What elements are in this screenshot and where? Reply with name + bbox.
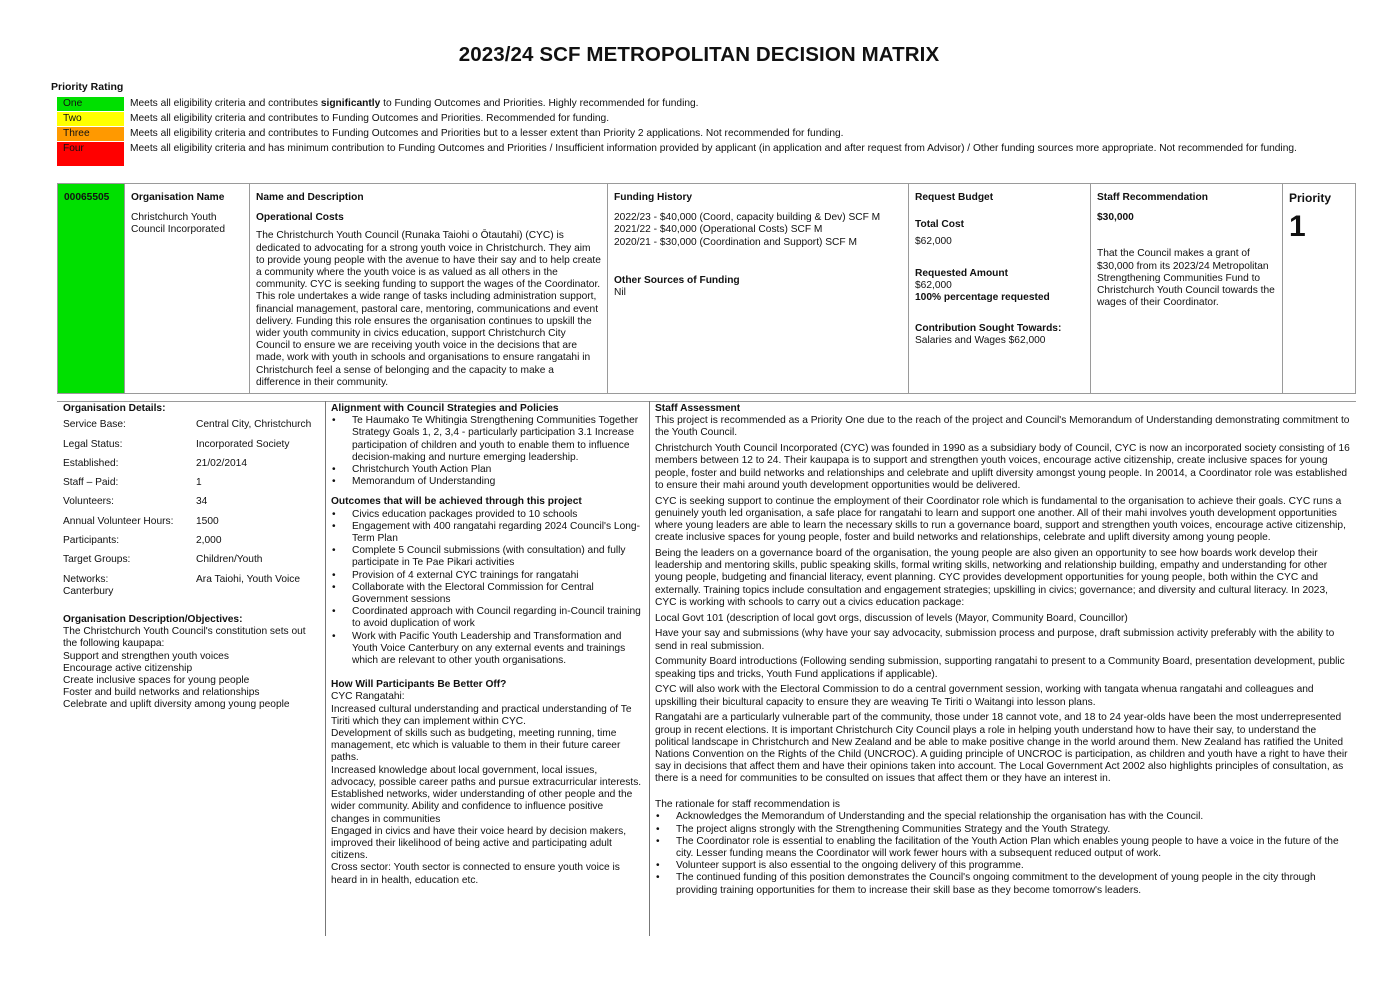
objective-line: Support and strengthen youth voices	[63, 650, 229, 662]
organisation-name: Christchurch Youth Council Incorporated	[131, 212, 226, 236]
requested-amount-value: $62,000	[915, 279, 952, 291]
detail-row	[63, 458, 319, 477]
list-item: • Provision of 4 external CYC trainings for rangatahi	[352, 570, 643, 582]
list-item: • The Coordinator role is essential to enabling the facilitation of the Youth Action Plan which enables young people to have a voice in the future of the city. Lesser funding means the Coordinator will work fewer hours with a subsequent reduced output of work.	[676, 836, 1350, 860]
detail-key: Legal Status:	[63, 438, 123, 450]
detail-value: Incorporated Society	[196, 438, 290, 450]
detail-value: 1	[196, 477, 202, 489]
better-off-line: Cross sector: Youth sector is connected to ensure youth voice is heard in in health, education etc.	[331, 862, 620, 886]
priority-swatch: One	[57, 97, 124, 111]
outcomes-list	[331, 509, 643, 668]
better-off-line: Increased cultural understanding and practical understanding of Te Tiriti which they can implement within CYC.	[331, 703, 632, 727]
priority-cell	[1283, 184, 1355, 393]
project-name: Operational Costs	[256, 212, 344, 224]
assessment-paragraph: CYC will also work with the Electoral Commission to do a central government session, working with tangata whenua rangatahi and colleagues and upskilling their bicultural capacity to ensure they are weaving Te Tiriti o Waitangi into lesson plans.	[655, 684, 1314, 708]
assessment-paragraph: Christchurch Youth Council Incorporated (CYC) was founded in 1990 as a subsidiary body of Council, CYC is now an incorporated society consisting of 16 members between 12 to 24. Their kaupapa is to support and strengthen youth voices, encourage active citizenship, create inclusive spaces for young people, foster and build networks and relationships and celebrate and uplift diversity amongst young people. In 20014, a Coordinator role was established to ensure their mahi around youth development opportunities would be delivered.	[655, 443, 1350, 491]
assessment-paragraph: Local Govt 101 (description of local govt orgs, discussion of levels (Mayor, Community Board, Councillor)	[655, 612, 1128, 624]
list-item: • Complete 5 Council submissions (with consultation) and fully participate in Te Pae Pikari activities	[352, 545, 643, 569]
detail-value: Ara Taiohi, Youth Voice	[196, 573, 301, 585]
detail-value: Central City, Christchurch	[196, 419, 312, 431]
better-off-line: Development of skills such as budgeting, meeting running, time management, etc which is valuable to them in their future career paths.	[331, 728, 621, 764]
list-item: • Work with Pacific Youth Leadership and Transformation and Youth Voice Canterbury on any external events and trainings which are relevant to other youth organisations.	[352, 631, 643, 668]
list-item: • Collaborate with the Electoral Commission for Central Government sessions	[352, 582, 643, 606]
detail-row	[63, 439, 319, 458]
objective-line: Encourage active citizenship	[63, 662, 193, 674]
detail-key: Volunteers:	[63, 496, 114, 508]
detail-key: Participants:	[63, 534, 120, 546]
detail-key: Annual Volunteer Hours:	[63, 515, 174, 527]
funding-history-line: 2022/23 - $40,000 (Coord, capacity building & Dev) SCF M	[614, 212, 881, 224]
other-sources-value: Nil	[614, 287, 626, 299]
list-item: • Volunteer support is also essential to the ongoing delivery of this programme.	[676, 860, 1350, 872]
alignment-column	[325, 401, 649, 887]
better-off-heading: How Will Participants Be Better Off?	[331, 679, 507, 691]
contribution-value: Salaries and Wages $62,000	[915, 335, 1046, 347]
better-off-line: Engaged in civics and have their voice heard by decision makers, improved their likelihood of being active and participating adult citizens.	[331, 825, 627, 862]
objective-line: Create inclusive spaces for young people	[63, 675, 250, 686]
list-item: • Christchurch Youth Action Plan	[352, 464, 643, 476]
better-off-line: CYC Rangatahi:	[331, 691, 405, 703]
staff-assessment-column	[649, 401, 1356, 897]
total-cost-label: Total Cost	[915, 219, 965, 231]
priority-rating-legend	[57, 97, 1317, 166]
request-budget-header: Request Budget	[915, 192, 994, 203]
rationale-heading: The rationale for staff recommendation is	[655, 799, 840, 811]
detail-key: Target Groups:	[63, 554, 131, 566]
networks-continued: Canterbury	[63, 585, 114, 597]
assessment-paragraph: CYC is seeking support to continue the employment of their Coordinator role which is fundamental to the organisation to achieve their goals. CYC runs a genuinely youth led organisation, a safe place for rangatahi to learn and support one another. All of their mahi involves youth development opportunities where young leaders are able to learn the necessary skills to run a governance board, support and strengthen youth voices, encourage active citizenship, create inclusive spaces for young people, foster and build networks and relationships, celebrate and uplift diversity among young people.	[655, 495, 1346, 544]
list-item: • Memorandum of Understanding	[352, 476, 643, 488]
detail-row	[63, 516, 319, 535]
detail-value: 21/02/2014	[196, 457, 247, 469]
assessment-paragraph: This project is recommended as a Priority One due to the reach of the project and Council's Memorandum of Understanding demonstrating commitment to the Youth Council.	[655, 415, 1350, 439]
list-item: • The continued funding of this position demonstrates the Council's ongoing commitment to the development of young people in the city through providing training opportunities for them to increase their skill base as they become tomorrow's leaders.	[676, 872, 1350, 896]
detail-row	[63, 574, 319, 586]
detail-key: Established:	[63, 457, 119, 469]
detail-row	[63, 535, 319, 554]
application-id: 00065505	[64, 192, 110, 203]
priority-level-two	[57, 112, 1317, 127]
detail-value: 2,000	[196, 534, 222, 546]
other-sources-label: Other Sources of Funding	[614, 274, 740, 286]
requested-amount-label: Requested Amount	[915, 267, 1009, 279]
organisation-details-heading: Organisation Details:	[63, 403, 166, 414]
assessment-section	[57, 401, 1356, 936]
name-description-header: Name and Description	[256, 192, 364, 203]
project-description: The Christchurch Youth Council (Runaka Taiohi o Ōtautahi) (CYC) is dedicated to advocating for a strong youth voice in Christchurch. They aim to provide young people with the avenue to have their say and to help create a community where the youth voice is as valued as all others in the community. CYC is seeking funding to support the wages of the Coordinator. This role undertakes a wide range of tasks including administration support, financial management, pastoral care, mentoring, communications and event delivery. Funding this role ensures the organisation continues to upskill the wider youth community in civics education, support Christchurch City Council to ensure we are receiving youth voice in the decisions that are made, work with youth in schools and organisations to ensure rangatahi in Christchurch feel a sense of belonging and the capacity to make a difference in their community.	[256, 230, 601, 388]
organisation-details-column	[57, 401, 325, 712]
list-item: • Coordinated approach with Council regarding in-Council training to avoid duplication of work	[352, 606, 643, 630]
list-item: • Engagement with 400 rangatahi regarding 2024 Council's Long-Term Plan	[352, 521, 643, 545]
contribution-label: Contribution Sought Towards:	[915, 323, 1062, 335]
list-item: • Civics education packages provided to 10 schools	[352, 509, 643, 521]
detail-key: Service Base:	[63, 419, 126, 431]
priority-level-four	[57, 142, 1317, 166]
organisation-description-heading: Organisation Description/Objectives:	[63, 613, 243, 625]
rationale-list	[655, 811, 1350, 896]
detail-row	[63, 496, 319, 515]
staff-recommendation-cell	[1091, 184, 1283, 393]
priority-value: 1	[1289, 210, 1306, 244]
funding-history-cell	[608, 184, 909, 393]
total-cost-value: $62,000	[915, 236, 952, 248]
page-title: 2023/24 SCF METROPOLITAN DECISION MATRIX	[458, 43, 940, 66]
detail-key: Staff – Paid:	[63, 477, 119, 489]
detail-value: 34	[196, 496, 208, 508]
name-description-cell	[250, 184, 608, 393]
request-budget-cell	[909, 184, 1091, 393]
percentage-requested: 100% percentage requested	[915, 292, 1050, 304]
assessment-paragraph: Community Board introductions (Following sending submission, supporting rangatahi to present to a Community Board, presentation development, public speaking tips and tricks, Youth Fund applications if applicable).	[655, 656, 1345, 680]
priority-rating-label: Priority Rating	[51, 81, 124, 93]
funding-history-header: Funding History	[614, 192, 693, 203]
priority-swatch: Three	[57, 127, 124, 141]
priority-description: Meets all eligibility criteria and has minimum contribution to Funding Outcomes and Priorities / Insufficient information provided by applicant (in application and after request from Advisor) / Other funding sources more appropriate. Not recommended for funding.	[130, 143, 1297, 154]
priority-level-one	[57, 97, 1317, 112]
organisation-name-cell	[125, 184, 250, 393]
alignment-heading: Alignment with Council Strategies and Policies	[331, 403, 559, 414]
priority-swatch: Two	[57, 112, 124, 126]
funding-history-line: 2020/21 - $30,000 (Coordination and Support) SCF M	[614, 236, 857, 248]
priority-header: Priority	[1289, 191, 1332, 205]
staff-recommendation-header: Staff Recommendation	[1097, 192, 1208, 203]
better-off-line: Increased knowledge about local government, local issues, advocacy, possible career paths and pursue extracurricular interests. Established networks, wider understanding of other people and the wider community. Ability and confidence to influence positive changes in communities	[331, 764, 642, 825]
detail-row	[63, 477, 319, 496]
recommended-amount: $30,000	[1097, 212, 1134, 224]
priority-level-three	[57, 127, 1317, 142]
application-id-cell	[58, 184, 125, 393]
list-item: • The project aligns strongly with the Strengthening Communities Strategy and the Youth Strategy.	[676, 824, 1350, 836]
detail-value: 1500	[196, 515, 219, 527]
detail-key: Networks:	[63, 573, 109, 585]
assessment-paragraph: Being the leaders on a governance board of the organisation, the young people are also given an opportunity to see how boards work develop their leadership and mentoring skills, public speaking skills, formal writing skills, networking and relationship building, empathy and understanding for other young people, budgeting and financial literacy, event planning. CYC provides development opportunities for young people, both within the CYC and externally. Training topics include consultation and engagement strategies; upskilling in civics; governance; and diversity and cultural literacy. In 2023, CYC is working with schools to carry out a civics education package:	[655, 548, 1328, 608]
detail-row	[63, 419, 319, 438]
alignment-list	[331, 415, 643, 488]
priority-swatch: Four	[57, 142, 124, 166]
recommendation-text: That the Council makes a grant of $30,000 from its 2023/24 Metropolitan Strengthening Communities Fund to Christchurch Youth Council towards the wages of their Coordinator.	[1097, 248, 1275, 309]
list-item: • Te Haumako Te Whitingia Strengthening Communities Together Strategy Goals 1, 2, 3,4 - particularly participation 3.1 Increase participation of children and youth to enable them to influence decision-making and nurture emerging leadership.	[352, 415, 643, 464]
objective-line: Celebrate and uplift diversity among young people	[63, 699, 290, 711]
organisation-name-header: Organisation Name	[131, 192, 225, 203]
application-summary-table	[57, 183, 1356, 394]
funding-history-line: 2021/22 - $40,000 (Operational Costs) SCF M	[614, 224, 823, 236]
objective-line: The Christchurch Youth Council's constitution sets out the following kaupapa:	[63, 626, 306, 650]
priority-description: Meets all eligibility criteria and contributes significantly to Funding Outcomes and Priorities. Highly recommended for funding.	[130, 98, 699, 109]
priority-description: Meets all eligibility criteria and contributes to Funding Outcomes and Priorities. Recommended for funding.	[130, 113, 610, 124]
outcomes-heading: Outcomes that will be achieved through this project	[331, 496, 582, 508]
assessment-paragraph: Rangatahi are a particularly vulnerable part of the community, those under 18 cannot vote, and 18 to 24 year-olds have been the most underrepresented group in recent elections. It is important Christchurch City Council plays a role in helping youth understand how to have their say, to understand the political landscape in Christchurch and New Zealand and be able to make positive change in the world around them. New Zealand has ratified the United Nations Convention on the Rights of the Child (UNCROC). A guiding principle of UNCROC is participation, as children and youth have a right to have their say in decisions that affect them and have their opinions taken into account. The Local Government Act 2002 also highlights principles of consultation, as there is a need for communities to be consulted on issues that affect them or they have an interest in.	[655, 712, 1348, 785]
list-item: • Acknowledges the Memorandum of Understanding and the special relationship the organisation has with the Council.	[676, 811, 1350, 823]
staff-assessment-heading: Staff Assessment	[655, 403, 741, 414]
priority-description: Meets all eligibility criteria and contributes to Funding Outcomes and Priorities but to a lesser extent than Priority 2 applications. Not recommended for funding.	[130, 128, 844, 139]
detail-value: Children/Youth	[196, 554, 263, 566]
detail-row	[63, 554, 319, 573]
assessment-paragraph: Have your say and submissions (why have your say advocacity, submission process and purpose, draft submission activity preferably with the ability to send in real submission.	[655, 628, 1335, 652]
objective-line: Foster and build networks and relationships	[63, 687, 260, 699]
